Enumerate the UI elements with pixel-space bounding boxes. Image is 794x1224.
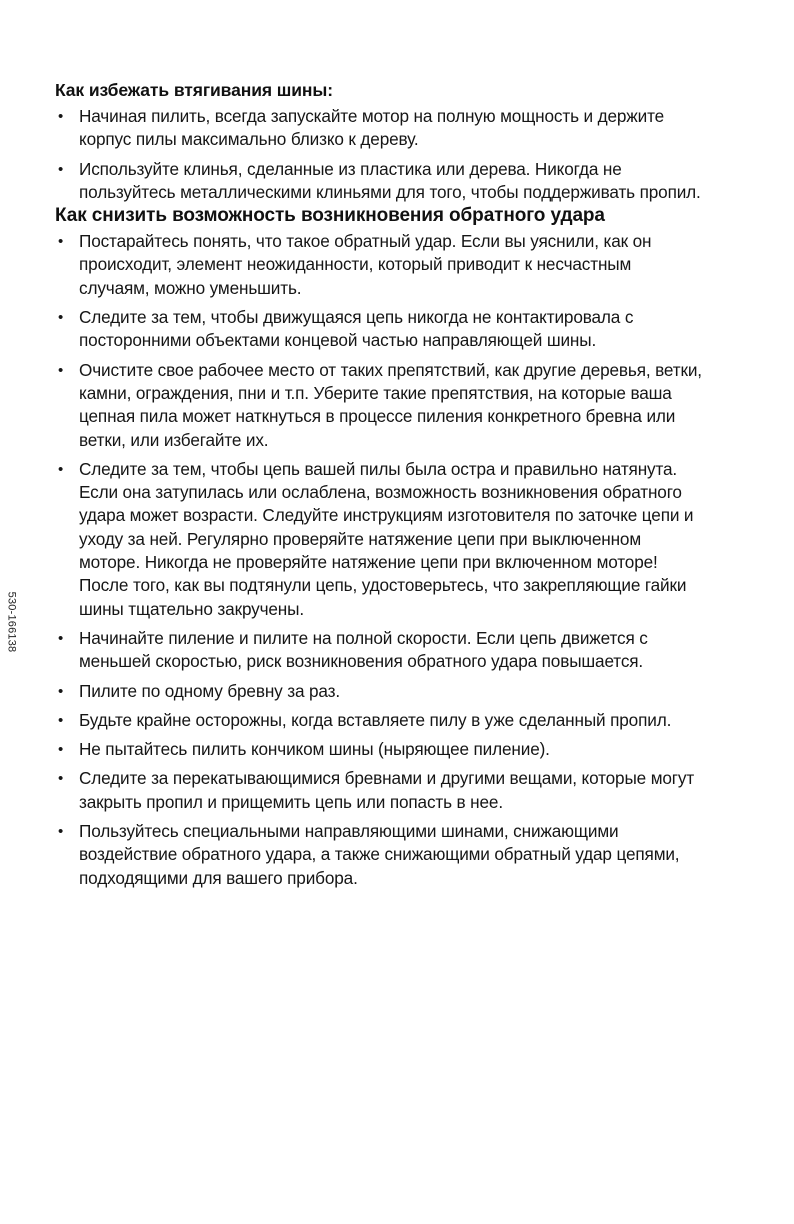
bullet-icon: •: [58, 460, 64, 478]
bullet-list: [55, 105, 705, 204]
list-item-text: Следите за тем, чтобы движущаяся цепь никогда не контактировала с посторонними объектами концевой частью направляющей шины.: [79, 307, 634, 351]
list-item: [55, 680, 705, 703]
list-item: [55, 458, 705, 621]
list-item: [55, 105, 705, 152]
section-reduce-kickback: [55, 203, 705, 890]
bullet-icon: •: [58, 309, 64, 327]
list-item: [55, 306, 705, 353]
list-item: [55, 820, 705, 890]
bullet-icon: •: [58, 770, 64, 788]
list-item-text: Очистите свое рабочее место от таких препятствий, как другие деревья, ветки, камни, ограждения, пни и т.п. Уберите такие препятствия, на которые ваша цепная пила может наткнуться в процессе пиления конкретного бревна или ветки, или избегайте их.: [79, 359, 702, 450]
bullet-icon: •: [58, 361, 64, 379]
list-item: [55, 359, 705, 452]
list-item-text: Не пытайтесь пилить кончиком шины (ныряющее пиление).: [79, 739, 550, 760]
list-item-text: Пользуйтесь специальными направляющими шинами, снижающими воздействие обратного удара, а также снижающими обратный удар цепями, подходящими для вашего прибора.: [79, 821, 680, 888]
list-item-text: Начиная пилить, всегда запускайте мотор на полную мощность и держите корпус пилы максимально близко к дереву.: [79, 106, 665, 150]
list-item: [55, 767, 705, 814]
list-item: [55, 230, 705, 300]
list-item: [55, 709, 705, 732]
bullet-icon: •: [58, 823, 64, 841]
list-item-text: Начинайте пиление и пилите на полной скорости. Если цепь движется с меньшей скоростью, риск возникновения обратного удара повышается.: [79, 627, 648, 672]
document-code: [3, 582, 19, 662]
list-item-text: Используйте клинья, сделанные из пластика или дерева. Никогда не пользуйтесь металлическими клиньями для того, чтобы поддерживать пропил.: [79, 158, 701, 202]
list-item-text: Пилите по одному бревну за раз.: [79, 680, 340, 701]
section-heading: Как снизить возможность возникновения обратного удара: [55, 205, 605, 227]
bullet-icon: •: [58, 711, 64, 729]
bullet-icon: •: [58, 741, 64, 759]
bullet-icon: •: [58, 682, 64, 700]
list-item: [55, 158, 705, 205]
list-item: [55, 738, 705, 761]
list-item-text: Будьте крайне осторожны, когда вставляете пилу в уже сделанный пропил.: [79, 709, 672, 730]
list-item-text: Постарайтесь понять, что такое обратный удар. Если вы уяснили, как он происходит, элемент неожиданности, который приводит к несчастным случаям, можно уменьшить.: [79, 231, 652, 298]
bullet-icon: •: [58, 233, 64, 251]
document-code-text: 530-166138: [5, 591, 18, 653]
list-item: [55, 627, 705, 674]
bullet-list: [55, 230, 705, 890]
list-item-text: Следите за перекатывающимися бревнами и другими вещами, которые могут закрыть пропил и прищемить цепь или попасть в нее.: [79, 768, 695, 812]
bullet-icon: •: [58, 629, 64, 647]
section-heading: Как избежать втягивания шины:: [55, 80, 333, 100]
bullet-icon: •: [58, 160, 64, 178]
section-avoid-pinching: [55, 78, 705, 204]
list-item-text: Следите за тем, чтобы цепь вашей пилы была остра и правильно натянута. Если она затупилась или ослаблена, возможность возникновения обратного удара может возрасти. Следуйте инструкциям изготовителя по заточке цепи и уходу за ней. Регулярно проверяйте натяжение цепи при выключенном моторе. Никогда не проверяйте натяжение цепи при включенном моторе! После того, как вы подтянули цепь, удостоверьтесь, что закрепляющие гайки шины тщательно закручены.: [79, 458, 694, 619]
bullet-icon: •: [58, 108, 64, 125]
page-content: [55, 78, 705, 890]
